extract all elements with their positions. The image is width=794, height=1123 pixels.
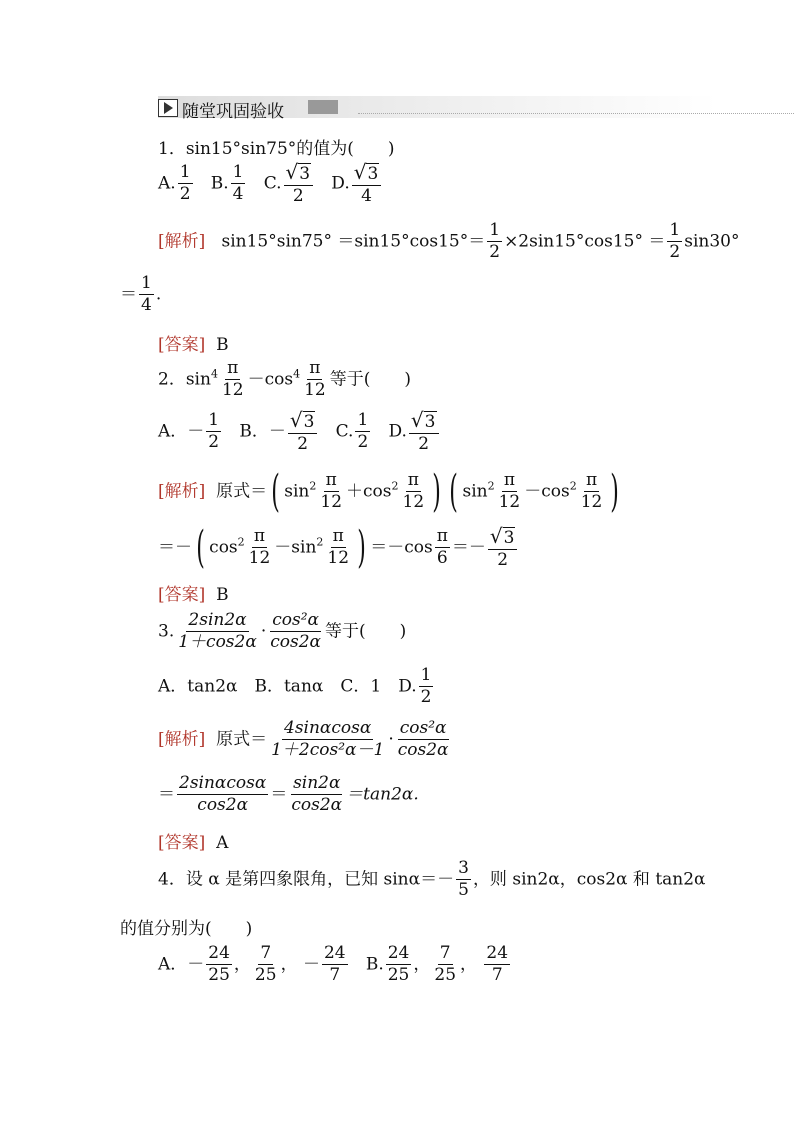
q3-answer-value: A bbox=[216, 833, 229, 853]
q1-solution-text1: sin15°sin75° ＝sin15°cos15°＝ bbox=[221, 231, 486, 252]
q3-options bbox=[158, 667, 435, 707]
q1-solution-line1 bbox=[158, 222, 739, 262]
q1-option-c-label: C. bbox=[263, 173, 282, 194]
section-header-decor bbox=[308, 100, 338, 114]
q3-answer-label: [答案] bbox=[158, 833, 206, 853]
q2-option-c-value: $\frac{1}{2}$ bbox=[357, 410, 369, 452]
q1-option-a-label: A. bbox=[158, 173, 176, 194]
q2-option-b-label: B． bbox=[239, 421, 269, 442]
q1-answer-label: [答案] bbox=[158, 335, 206, 355]
q3-option-d-value: $\frac{1}{2}$ bbox=[420, 665, 432, 707]
section-title: 随堂巩固验收 bbox=[182, 102, 284, 122]
q3-stem: 3. $\frac{2\sin 2\alpha}{1+\cos 2\alpha}$ · $\frac{\text{cos²α}}{\cos 2\alpha}$ 等于( ) bbox=[158, 610, 407, 652]
q1-solution-label: [解析] bbox=[158, 231, 206, 252]
q2-solution-line2: ＝－( $\cos^2$ $\frac{\pi}{12}$ $-\sin^2$ $\frac{\pi}{12}$ ) ＝－cos $\frac{\pi}{6}$ ＝－ $\frac{√3}{2}$ bbox=[158, 526, 519, 570]
q2-option-d-value: $\frac{√3}{2}$ bbox=[409, 410, 439, 454]
q2-stem: 2．$\sin^4$ $\frac{\pi}{12}$ $-\cos^4$ $\frac{\pi}{12}$ 等于( ) bbox=[158, 358, 411, 400]
section-header-rule bbox=[358, 112, 794, 114]
q4-option-b-label: B. bbox=[365, 954, 384, 975]
q1-answer-value: B bbox=[216, 335, 229, 355]
q1-option-c-value: $\frac{√3}{2}$ bbox=[284, 162, 314, 206]
q2-option-d-label: D. bbox=[388, 421, 407, 442]
q2-option-b-value: $\frac{√3}{2}$ bbox=[288, 410, 318, 454]
q1-solution-half1: $\frac{1}{2}$ bbox=[489, 220, 501, 262]
q2-solution-line1: [解析] 原式＝( $\sin^2$ $\frac{\pi}{12}$ $+\cos^2$ $\frac{\pi}{12}$ ) ( $\sin^2$ $\frac{\pi}{12}$ $-\cos^2$ $\frac{\pi}{12}$ ) bbox=[158, 466, 620, 518]
q1-solution-line2: ＝ $\frac{1}{4}$ . bbox=[120, 273, 162, 315]
q4-option-a-label: A． bbox=[158, 954, 188, 975]
q2-solution-label: [解析] bbox=[158, 481, 206, 502]
q1-answer bbox=[158, 330, 229, 355]
q2-option-a-value: $\frac{1}{2}$ bbox=[208, 410, 220, 452]
q4-options: A．－ $\frac{24}{25}$ ， $\frac{7}{25}$ ， － $\frac{24}{7}$ B. $\frac{24}{25}$ ， $\frac{7}{25}$ ， $\frac{24}{7}$ bbox=[158, 943, 509, 985]
q2-answer-label: [答案] bbox=[158, 585, 206, 605]
play-arrow-icon bbox=[158, 99, 178, 117]
q3-solution-label: [解析] bbox=[158, 729, 206, 750]
q3-answer bbox=[158, 828, 228, 853]
q1-solution-half2: $\frac{1}{2}$ bbox=[669, 220, 681, 262]
q1-solution-text3: sin30° bbox=[684, 231, 740, 252]
q4-stem-line2: 的值分别为( ) bbox=[120, 919, 253, 939]
section-header bbox=[158, 96, 718, 122]
q1-option-b-label: B. bbox=[210, 173, 229, 194]
q3-options-text: A．tan2α B．tanα C．1 D. bbox=[158, 676, 417, 697]
q1-solution-result: $\frac{1}{4}$ bbox=[141, 273, 152, 315]
q2-option-a-label: A． bbox=[158, 421, 188, 442]
q1-options bbox=[158, 162, 383, 206]
q1-option-b-value: $\frac{1}{4}$ bbox=[232, 162, 244, 204]
q3-solution-line2: ＝ $\frac{2\sin\alpha\cos\alpha}{\cos 2\alpha}$ ＝ $\frac{\sin 2\alpha}{\cos 2\alpha}$ ＝tan2α. bbox=[158, 773, 419, 815]
q3-solution-line1: [解析] 原式＝ $\frac{4\sin\alpha\cos\alpha}{\text{1＋2cos²α－1}}$ · $\frac{\text{cos²α}}{\cos 2\alpha}$ bbox=[158, 718, 449, 760]
q1-stem: 1．sin15°sin75°的值为( ) bbox=[158, 139, 395, 159]
q2-answer-value: B bbox=[216, 585, 229, 605]
q1-solution-text2: ×2sin15°cos15° ＝ bbox=[504, 231, 666, 252]
q1-option-a-value: $\frac{1}{2}$ bbox=[179, 162, 191, 204]
q4-stem-line1: 4．设 α 是第四象限角，已知 sinα＝－ $\frac{3}{5}$ ，则 sin2α，cos2α 和 tan2α bbox=[158, 858, 706, 900]
q1-solution-eq: ＝ bbox=[120, 284, 137, 305]
q1-option-d-label: D. bbox=[331, 173, 350, 194]
q2-answer bbox=[158, 580, 229, 605]
q2-options: A．－ $\frac{1}{2}$ B．－ $\frac{√3}{2}$ C. $\frac{1}{2}$ D. $\frac{√3}{2}$ bbox=[158, 410, 441, 454]
q2-option-c-label: C. bbox=[335, 421, 354, 442]
q1-option-d-value: $\frac{√3}{4}$ bbox=[352, 162, 382, 206]
